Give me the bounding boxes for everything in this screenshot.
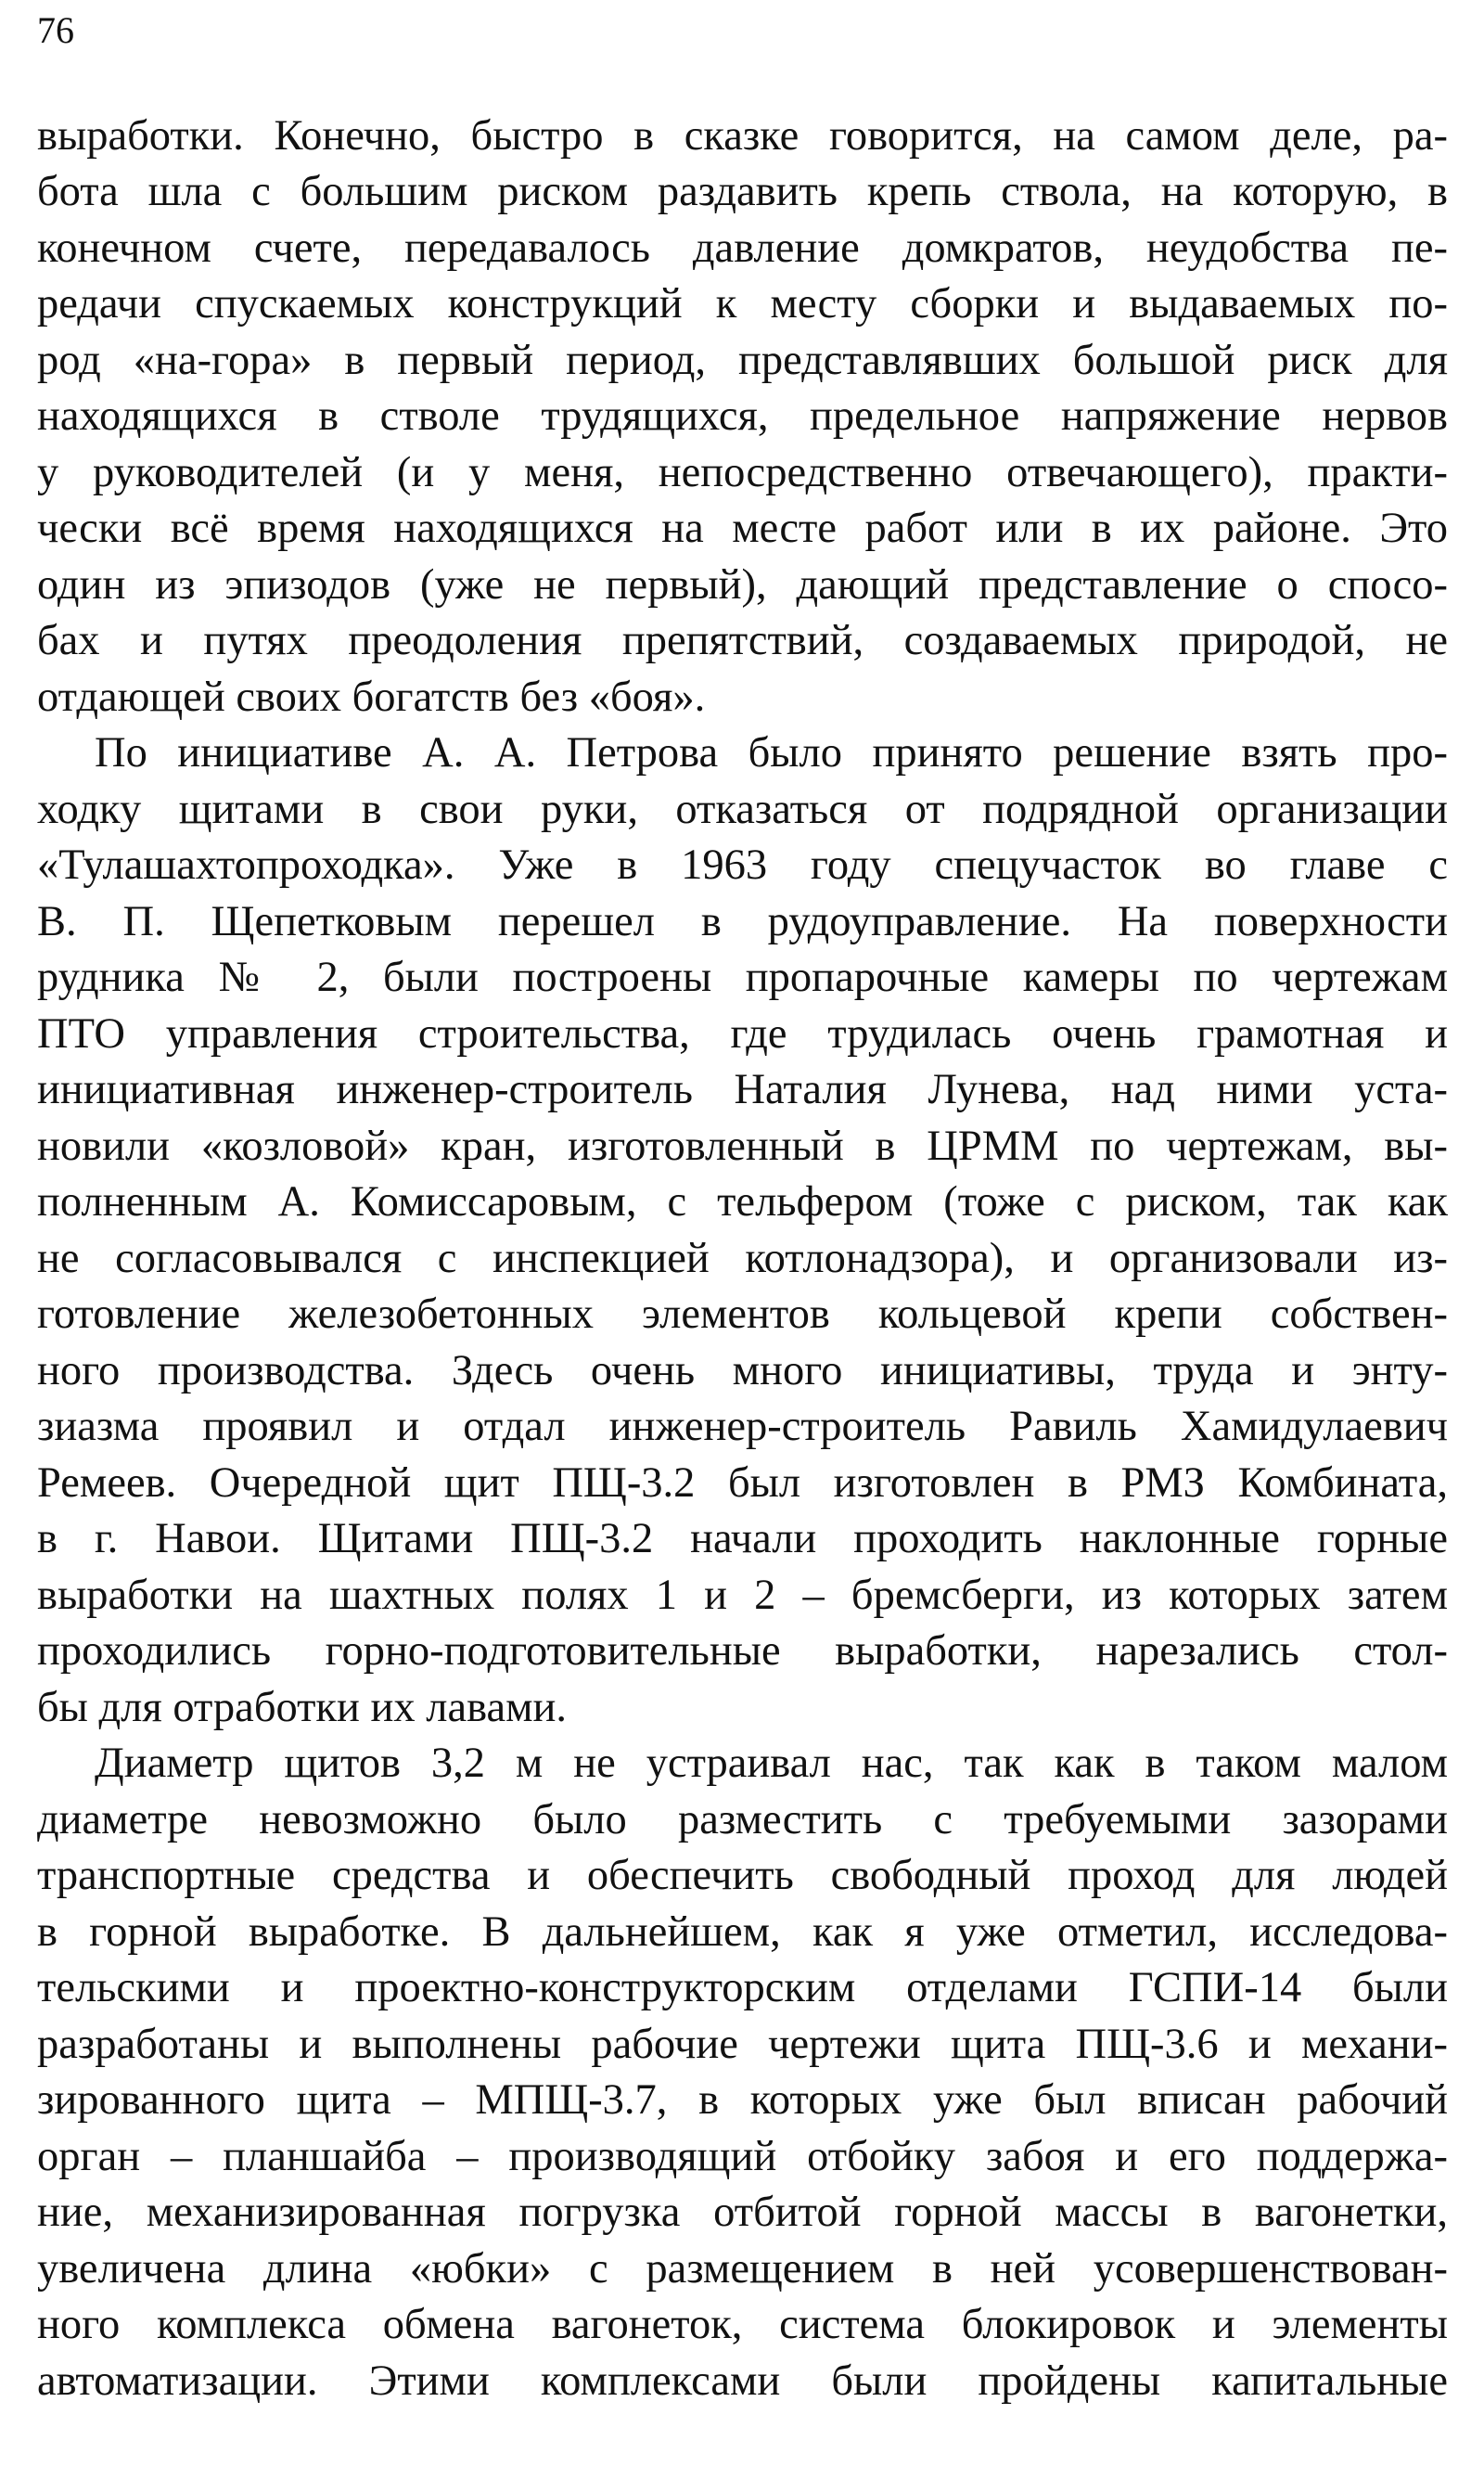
text-line: готовление железобетонных элементов кольцевой крепи собствен- [37,1291,1448,1338]
text-line: один из эпизодов (уже не первый), дающий представление о спосо- [37,561,1448,609]
text-line: ного комплекса обмена вагонеток, система блокировок и элементы [37,2301,1448,2348]
text-line: транспортные средства и обеспечить свободный проход для людей [37,1852,1448,1899]
text-line: тельскими и проектно-конструкторским отделами ГСПИ-14 были [37,1964,1448,2011]
text-line: ного производства. Здесь очень много инициативы, труда и энту- [37,1347,1448,1394]
text-line: увеличена длина «юбки» с размещением в ней усовершенствован- [37,2245,1448,2293]
text-line: зиазма проявил и отдал инженер-строитель Равиль Хамидулаевич [37,1403,1448,1450]
text-line: в г. Навои. Щитами ПЩ-3.2 начали проходить наклонные горные [37,1515,1448,1562]
page-number: 76 [37,9,74,51]
text-line: орган – планшайба – производящий отбойку забоя и его поддержа- [37,2133,1448,2180]
text-line: чески всё время находящихся на месте работ или в их районе. Это [37,505,1448,552]
text-line: конечном счете, передавалось давление домкратов, неудобства пе- [37,225,1448,272]
text-line: бы для отработки их лавами. [37,1684,568,1731]
text-line: у руководителей (и у меня, непосредственно отвечающего), практи- [37,449,1448,496]
text-line: рудника № 2, были построены пропарочные камеры по чертежам [37,954,1448,1001]
text-line: выработки. Конечно, быстро в сказке говорится, на самом деле, ра- [37,112,1448,160]
text-line: зированного щита – МПЩ-3.7, в которых уже был вписан рабочий [37,2076,1448,2124]
text-line: бота шла с большим риском раздавить крепь ствола, на которую, в [37,168,1448,215]
text-line: бах и путях преодоления препятствий, создаваемых природой, не [37,617,1448,664]
text-line: выработки на шахтных полях 1 и 2 – бремсберги, из которых затем [37,1572,1448,1619]
text-line: род «на-гора» в первый период, представлявших большой риск для [37,337,1448,384]
text-line: новили «козловой» кран, изготовленный в ЦРММ по чертежам, вы- [37,1123,1448,1170]
text-line: В. П. Щепетковым перешел в рудоуправление. На поверхности [37,898,1448,945]
text-line: Диаметр щитов 3,2 м не устраивал нас, так как в таком малом [95,1740,1448,1787]
text-line: инициативная инженер-строитель Наталия Лунева, над ними уста- [37,1066,1448,1113]
text-line: ПТО управления строительства, где трудилась очень грамотная и [37,1010,1448,1058]
text-line: «Тулашахтопроходка». Уже в 1963 году спецучасток во главе с [37,841,1448,889]
text-line: находящихся в стволе трудящихся, предельное напряжение нервов [37,392,1448,440]
text-line: автоматизации. Этими комплексами были пройдены капитальные [37,2357,1448,2405]
text-line: проходились горно-подготовительные выработки, нарезались стол- [37,1627,1448,1675]
text-line: По инициативе А. А. Петрова было принято решение взять про- [95,729,1448,777]
text-line: в горной выработке. В дальнейшем, как я уже отметил, исследова- [37,1908,1448,1956]
text-line: разработаны и выполнены рабочие чертежи щита ПЩ-3.6 и механи- [37,2021,1448,2068]
text-line: Ремеев. Очередной щит ПЩ-3.2 был изготовлен в РМЗ Комбината, [37,1459,1448,1507]
text-line: редачи спускаемых конструкций к месту сборки и выдаваемых по- [37,280,1448,328]
text-line: ние, механизированная погрузка отбитой горной массы в вагонетки, [37,2189,1448,2236]
text-line: не согласовывался с инспекцией котлонадзора), и организовали из- [37,1235,1448,1282]
text-line: диаметре невозможно было разместить с требуемыми зазорами [37,1796,1448,1843]
text-line: ходку щитами в свои руки, отказаться от подрядной организации [37,786,1448,833]
text-line: полненным А. Комиссаровым, с тельфером (тоже с риском, так как [37,1178,1448,1226]
text-line: отдающей своих богатств без «боя». [37,674,706,721]
